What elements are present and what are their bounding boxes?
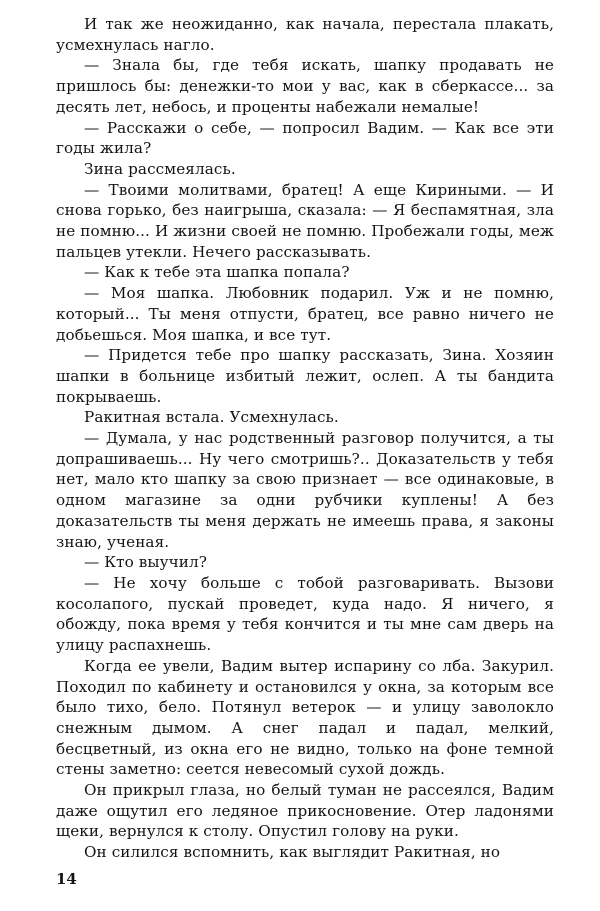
paragraph: — Кто выучил?	[84, 553, 207, 572]
page-number: 14	[56, 870, 77, 888]
paragraph: — Знала бы, где тебя искать, шапку продавать не пришлось бы: денежки-то мои у вас, как в сберкассе... за десять лет, небось, и проценты набежали немалые!	[56, 56, 554, 116]
paragraph: — Как к тебе эта шапка попала?	[84, 263, 350, 282]
page-text	[56, 14, 554, 863]
paragraph: Он прикрыл глаза, но белый туман не рассеялся, Вадим даже ощутил его ледяное прикосновение. Отер ладонями щеки, вернулся к столу. Опустил голову на руки.	[56, 781, 554, 841]
paragraph: Зина рассмеялась.	[84, 159, 236, 178]
paragraph: — Придется тебе про шапку рассказать, Зина. Хозяин шапки в больнице избитый лежит, ослеп. А ты бандита покрываешь.	[56, 346, 554, 406]
paragraph: И так же неожиданно, как начала, перестала плакать, усмехнулась нагло.	[56, 15, 554, 54]
paragraph: Он силился вспомнить, как выглядит Ракитная, но	[84, 843, 501, 862]
paragraph: Ракитная встала. Усмехнулась.	[84, 408, 339, 427]
paragraph: — Расскажи о себе, — попросил Вадим. — Как все эти годы жила?	[56, 118, 554, 158]
paragraph: — Моя шапка. Любовник подарил. Уж и не помню, который... Ты меня отпусти, братец, все равно ничего не добьешься. Моя шапка, и все тут.	[56, 284, 554, 344]
paragraph: — Твоими молитвами, братец! А еще Кириными. — И снова горько, без наигрыша, сказала: — Я беспамятная, зла не помню... И жизни своей не помню. Пробежали годы, меж пальцев утекли. Нечего рассказывать.	[56, 180, 554, 261]
paragraph: Когда ее увели, Вадим вытер испарину со лба. Закурил. Походил по кабинету и остановился у окна, за которым все было тихо, бело. Потянул ветерок — и улицу заволокло снежным дымом. А снег падал и падал, мелкий, бесцветный, из окна его не видно, только на фоне темной стены заметно: сеется невесомый сухой дождь.	[56, 656, 554, 779]
paragraph: — Думала, у нас родственный разговор получится, а ты допрашиваешь... Ну чего смотришь?.. Доказательств у тебя нет, мало кто шапку за свою признает — все одинаковые, в одном магазине за одни рубчики куплены! А без доказательств ты меня держать не имеешь права, я законы знаю, ученая.	[56, 429, 554, 551]
paragraph: — Не хочу больше с тобой разговаривать. Вызови косолапого, пускай проведет, куда надо. Я ничего, я обожду, пока время у тебя кончится и ты мне сам дверь на улицу распахнешь.	[56, 573, 554, 655]
